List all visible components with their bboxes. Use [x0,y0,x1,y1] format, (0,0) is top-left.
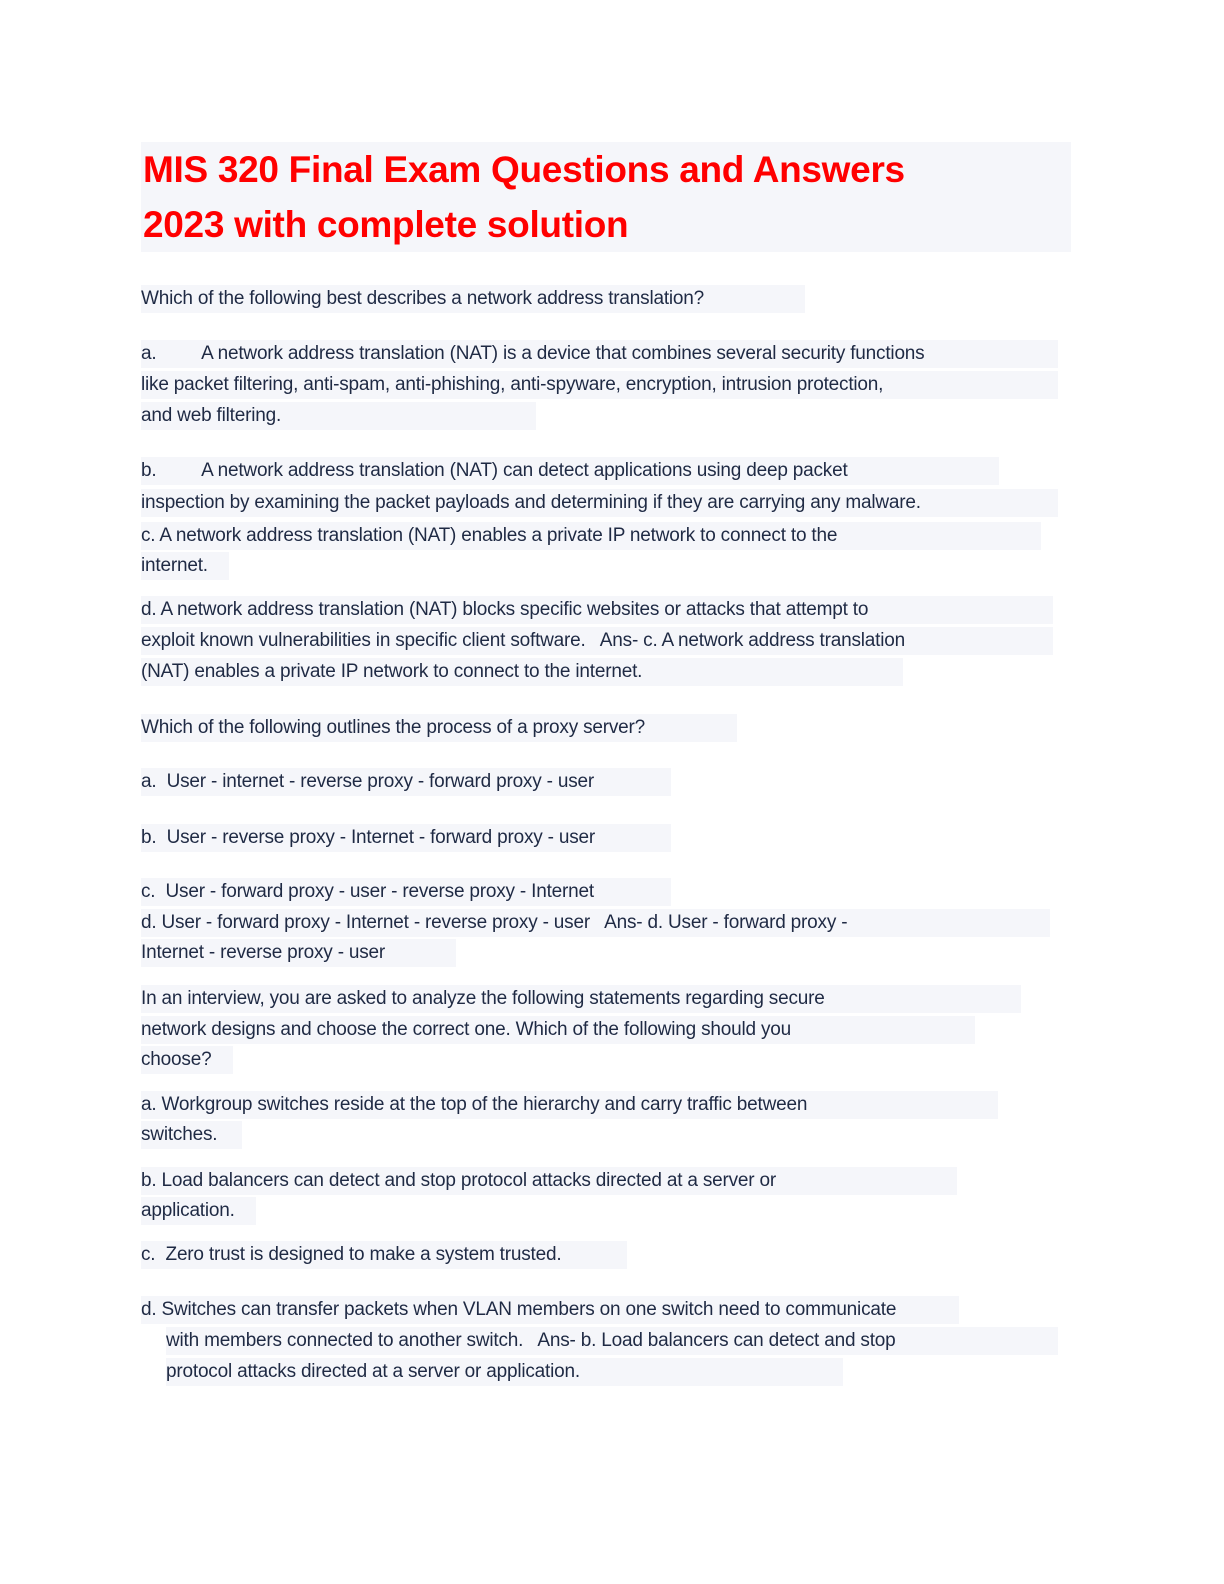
document-title-line-1: MIS 320 Final Exam Questions and Answers [143,149,905,190]
q2-option-d-with-answer: d. User - forward proxy - Internet - reverse proxy - user Ans- d. User - forward proxy - [141,909,1050,937]
q2-option-c: c. User - forward proxy - user - reverse proxy - Internet [141,878,671,906]
q1-option-c: c. A network address translation (NAT) enables a private IP network to connect to the [141,522,1041,550]
q2-option-a: a. User - internet - reverse proxy - forward proxy - user [141,768,671,796]
q3-option-d-with-answer: d. Switches can transfer packets when VLAN members on one switch need to communicate [141,1296,959,1324]
q1-option-b: inspection by examining the packet payloads and determining if they are carrying any malware. [141,489,1058,517]
q1-option-d-with-answer: d. A network address translation (NAT) blocks specific websites or attacks that attempt to [141,596,1053,624]
q3-option-b: application. [141,1197,256,1225]
question-3-prompt: In an interview, you are asked to analyze the following statements regarding secure [141,985,1021,1013]
q1-option-a: and web filtering. [141,402,536,430]
document-title-line-2: 2023 with complete solution [143,204,629,245]
q2-option-b: b. User - reverse proxy - Internet - forward proxy - user [141,824,671,852]
q3-option-a: a. Workgroup switches reside at the top of the hierarchy and carry traffic between [141,1091,998,1119]
q1-option-a: like packet filtering, anti-spam, anti-phishing, anti-spyware, encryption, intrusion protection, [141,371,1058,399]
q1-option-c: internet. [141,552,229,580]
q3-option-a: switches. [141,1121,242,1149]
q3-option-c: c. Zero trust is designed to make a system trusted. [141,1241,627,1269]
q1-option-d-with-answer: (NAT) enables a private IP network to connect to the internet. [141,658,903,686]
q3-option-b: b. Load balancers can detect and stop protocol attacks directed at a server or [141,1167,957,1195]
q3-option-d-with-answer: with members connected to another switch. Ans- b. Load balancers can detect and stop [166,1327,1058,1355]
question-2-prompt: Which of the following outlines the process of a proxy server? [141,714,737,742]
q1-option-d-with-answer: exploit known vulnerabilities in specific client software. Ans- c. A network address translation [141,627,1053,655]
question-3-prompt: choose? [141,1046,233,1074]
q1-option-a: a. A network address translation (NAT) is a device that combines several security functions [141,340,1058,368]
question-3-prompt: network designs and choose the correct one. Which of the following should you [141,1016,975,1044]
q1-option-b: b. A network address translation (NAT) can detect applications using deep packet [141,457,999,485]
q2-option-d-with-answer: Internet - reverse proxy - user [141,939,456,967]
q3-option-d-with-answer: protocol attacks directed at a server or application. [166,1358,843,1386]
question-1-prompt: Which of the following best describes a network address translation? [141,285,805,313]
